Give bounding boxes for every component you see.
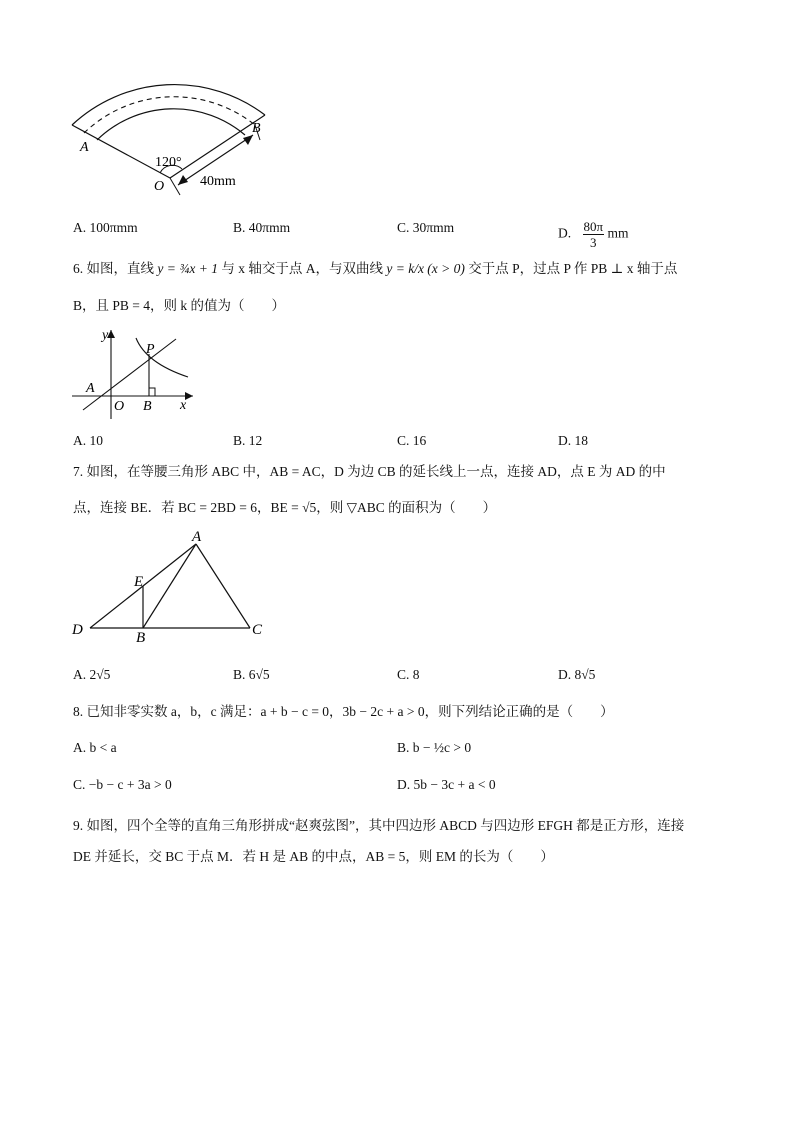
q7-option-d: D. 8√5 [558,667,596,682]
q7-point-D: D [72,622,83,638]
q8-option-a: A. b < a [73,740,117,755]
q5-point-O: O [154,179,165,194]
q5-option-b: B. 40πmm [233,220,291,235]
q6-option-d: D. 18 [558,433,588,448]
q5-option-c: C. 30πmm [397,220,455,235]
q7-point-B: B [136,630,146,645]
q6-option-a: A. 10 [73,433,103,448]
q7-point-E: E [134,574,144,590]
q5-optd-unit: mm [607,225,629,241]
q7-option-c: C. 8 [397,667,420,682]
q6-point-O: O [114,399,125,414]
q5-option-d-label: D. [558,225,572,241]
q5-point-A: A [80,140,89,155]
q7-line1: 7. 如图，在等腰三角形 ABC 中，AB = AC，D 为边 CB 的延长线上一点，连接 AD，点 E 为 AD 的中 [73,464,666,479]
q6-point-A: A [86,381,95,396]
q6-point-P: P [146,342,155,357]
q8-option-d: D. 5b − 3c + a < 0 [397,777,496,792]
q6-suffix: 交于点 P，过点 P 作 PB ⊥ x 轴于点 [468,261,678,276]
q7-option-a: A. 2√5 [73,667,111,682]
q9-line1: 9. 如图，四个全等的直角三角形拼成“赵爽弦图”，其中四边形 ABCD 与四边形 EFGH 都是正方形，连接 [73,818,685,833]
q7-line2: 点，连接 BE．若 BC = 2BD = 6，BE = √5，则 ▽ABC 的面积为（ ） [73,500,497,515]
q7-point-A: A [192,530,202,545]
q5-option-d-fraction [583,219,605,250]
q6-line2: B，且 PB = 4，则 k 的值为（ ） [73,298,286,313]
q8-line1: 8. 已知非零实数 a，b，c 满足：a + b − c = 0，3b − 2c + a > 0，则下列结论正确的是（ ） [73,704,614,719]
q7-point-C: C [252,622,263,638]
q8-option-c: C. −b − c + 3a > 0 [73,777,172,792]
q8-option-b: B. b − ½c > 0 [397,740,472,755]
q5-option-a: A. 100πmm [73,220,138,235]
q5-sector-figure [60,55,300,205]
q9-line2: DE 并延长，交 BC 于点 M．若 H 是 AB 的中点，AB = 5，则 EM 的长为（ ） [73,849,554,864]
q5-length-label: 40mm [200,174,236,189]
q6-line1 [73,260,677,278]
q5-angle-label: 120° [155,155,182,170]
q7-option-b: B. 6√5 [233,667,270,682]
q6-point-B: B [143,399,152,414]
q6-prefix: 6. 如图，直线 [73,261,154,276]
q6-eq1: y = ¾x + 1 [157,261,218,276]
q5-option-d [558,219,628,250]
q6-option-c: C. 16 [397,433,427,448]
q6-eq2: y = k/x (x > 0) [386,261,465,276]
q6-axis-x: x [180,398,187,413]
q7-triangle-figure [68,530,268,645]
q5-point-B: B [252,121,261,136]
q6-graph-figure [68,325,198,420]
q6-mid: 与 x 轴交于点 A，与双曲线 [221,261,383,276]
q5-optd-denominator: 3 [590,235,597,250]
q5-optd-numerator: 80π [583,219,604,234]
q6-axis-y: y [102,328,109,343]
q6-option-b: B. 12 [233,433,263,448]
